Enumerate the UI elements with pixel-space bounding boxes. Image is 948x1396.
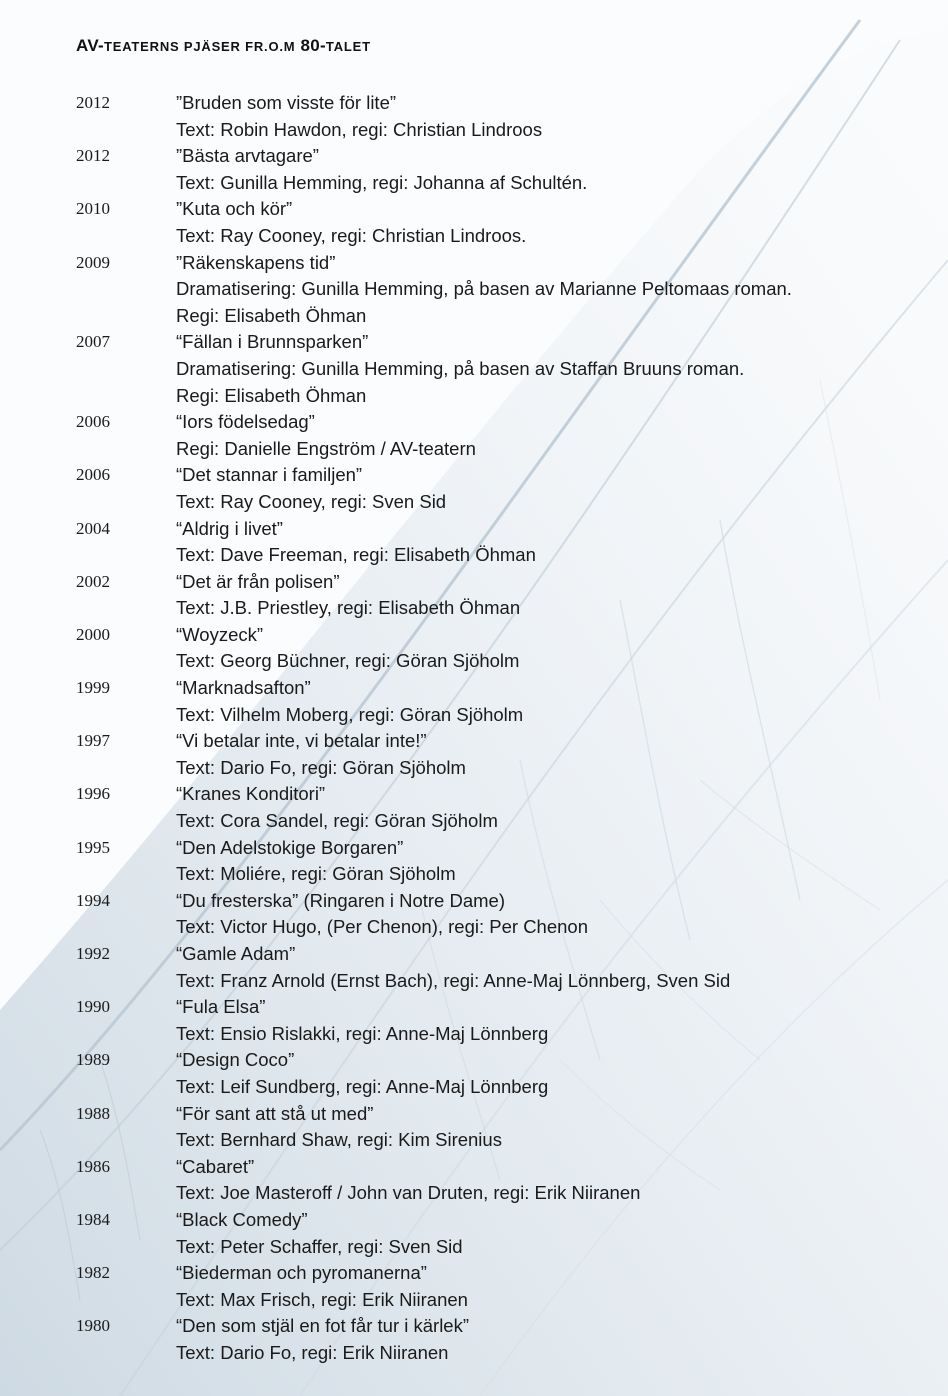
play-entry <box>0 675 948 728</box>
title-part: TEATERNS PJÄSER FR.O.M <box>103 39 296 54</box>
play-credit: Dramatisering: Gunilla Hemming, på basen av Marianne Peltomaas roman. <box>176 278 792 300</box>
play-year: 1994 <box>76 890 110 910</box>
play-title: “Woyzeck” <box>176 623 264 645</box>
play-year: 2006 <box>76 412 110 432</box>
play-entry <box>0 462 948 515</box>
play-title: “Kranes Konditori” <box>176 783 326 805</box>
play-title: “Vi betalar inte, vi betalar inte!” <box>176 730 427 752</box>
play-year: 2000 <box>76 624 110 644</box>
play-entry <box>0 196 948 249</box>
play-credit: Text: Cora Sandel, regi: Göran Sjöholm <box>176 810 498 832</box>
play-credit: Text: Peter Schaffer, regi: Sven Sid <box>176 1235 463 1257</box>
play-entry <box>0 329 948 409</box>
play-credit: Text: Moliére, regi: Göran Sjöholm <box>176 863 456 885</box>
title-part: 80- <box>295 36 326 55</box>
play-title: “Du fresterska” (Ringaren i Notre Dame) <box>176 889 505 911</box>
play-year: 2007 <box>76 332 110 352</box>
play-entry <box>0 835 948 888</box>
play-year: 1988 <box>76 1103 110 1123</box>
play-year: 1992 <box>76 944 110 963</box>
play-year: 2012 <box>76 146 110 166</box>
play-title: “Det stannar i familjen” <box>176 464 363 486</box>
play-credit: Text: Max Frisch, regi: Erik Niiranen <box>176 1288 468 1310</box>
play-entry <box>0 941 948 994</box>
title-part: AV- <box>76 36 104 55</box>
play-credit: Text: Joe Masteroff / John van Druten, regi: Erik Niiranen <box>176 1182 641 1204</box>
play-title: “Det är från polisen” <box>176 570 340 592</box>
play-title: “Fula Elsa” <box>176 996 266 1018</box>
play-year: 1980 <box>76 1316 110 1336</box>
play-entry <box>0 1101 948 1154</box>
play-title: “Den Adelstokige Borgaren” <box>176 836 404 858</box>
play-entry <box>0 1313 948 1366</box>
play-entry <box>0 622 948 675</box>
play-title: “Gamle Adam” <box>176 943 296 964</box>
play-credit: Text: Bernhard Shaw, regi: Kim Sirenius <box>176 1129 502 1151</box>
play-title: “För sant att stå ut med” <box>176 1102 374 1124</box>
play-credit: Text: Victor Hugo, (Per Chenon), regi: Per Chenon <box>176 916 589 938</box>
play-credit: Text: J.B. Priestley, regi: Elisabeth Öhman <box>176 597 521 619</box>
play-year: 1995 <box>76 837 110 857</box>
play-entry <box>0 569 948 622</box>
play-year: 1996 <box>76 784 110 804</box>
play-title: “Fällan i Brunnsparken” <box>176 331 369 353</box>
play-year: 2010 <box>76 199 110 219</box>
play-credit: Regi: Elisabeth Öhman <box>176 384 367 406</box>
title-part: TALET <box>325 39 371 54</box>
play-title: “Black Comedy” <box>176 1208 308 1230</box>
play-entry <box>0 516 948 569</box>
play-credit: Text: Robin Hawdon, regi: Christian Lindroos <box>176 118 543 140</box>
play-credit: Regi: Elisabeth Öhman <box>176 304 367 326</box>
play-year: 1997 <box>76 731 110 751</box>
play-credit: Text: Ensio Rislakki, regi: Anne-Maj Lönnberg <box>176 1022 549 1044</box>
play-credit: Text: Ray Cooney, regi: Christian Lindroos. <box>176 224 527 246</box>
play-title: “Aldrig i livet” <box>176 517 283 539</box>
play-entry <box>0 1154 948 1207</box>
play-title: “Marknadsafton” <box>176 677 311 699</box>
play-title: ”Bästa arvtagare” <box>176 145 319 167</box>
play-entry <box>0 1260 948 1313</box>
play-credit: Text: Gunilla Hemming, regi: Johanna af Schultén. <box>176 171 588 193</box>
play-credit: Dramatisering: Gunilla Hemming, på basen av Staffan Bruuns roman. <box>176 357 745 379</box>
play-entry <box>0 1047 948 1100</box>
play-entry <box>0 1207 948 1260</box>
play-credit: Text: Leif Sundberg, regi: Anne-Maj Lönnberg <box>176 1075 549 1097</box>
play-year: 1986 <box>76 1156 110 1176</box>
play-title: “Cabaret” <box>176 1155 255 1177</box>
play-year: 2009 <box>76 252 110 272</box>
play-year: 2002 <box>76 571 110 591</box>
play-entry <box>0 409 948 462</box>
play-title: ”Räkenskapens tid” <box>176 251 336 273</box>
play-credit: Text: Georg Büchner, regi: Göran Sjöholm <box>176 650 520 672</box>
play-year: 2004 <box>76 518 110 538</box>
play-credit: Text: Dario Fo, regi: Göran Sjöholm <box>176 756 466 778</box>
play-year: 1999 <box>76 678 110 698</box>
play-entry <box>0 90 948 143</box>
page-title <box>76 36 371 56</box>
play-credit: Text: Dario Fo, regi: Erik Niiranen <box>176 1341 449 1363</box>
play-year: 2012 <box>76 93 110 112</box>
play-title: ”Kuta och kör” <box>176 198 293 220</box>
play-year: 1990 <box>76 997 110 1017</box>
play-title: “Den som stjäl en fot får tur i kärlek” <box>176 1315 470 1337</box>
play-entry <box>0 994 948 1047</box>
play-title: “Biederman och pyromanerna” <box>176 1262 427 1284</box>
play-entry <box>0 143 948 196</box>
play-list <box>0 90 948 1367</box>
play-entry <box>0 728 948 781</box>
play-title: ”Bruden som visste för lite” <box>176 92 397 113</box>
play-entry <box>0 781 948 834</box>
play-credit: Text: Vilhelm Moberg, regi: Göran Sjöholm <box>176 703 524 725</box>
play-year: 2006 <box>76 465 110 485</box>
play-credit: Text: Franz Arnold (Ernst Bach), regi: Anne-Maj Lönnberg, Sven Sid <box>176 969 731 991</box>
play-year: 1984 <box>76 1209 110 1229</box>
play-year: 1982 <box>76 1263 110 1283</box>
play-credit: Text: Ray Cooney, regi: Sven Sid <box>176 490 447 512</box>
play-title: “Design Coco” <box>176 1049 295 1071</box>
play-credit: Regi: Danielle Engström / AV-teatern <box>176 437 476 459</box>
play-title: “Iors födelsedag” <box>176 411 315 433</box>
play-year: 1989 <box>76 1050 110 1070</box>
play-entry <box>0 888 948 941</box>
play-entry <box>0 250 948 330</box>
play-credit: Text: Dave Freeman, regi: Elisabeth Öhman <box>176 544 536 566</box>
